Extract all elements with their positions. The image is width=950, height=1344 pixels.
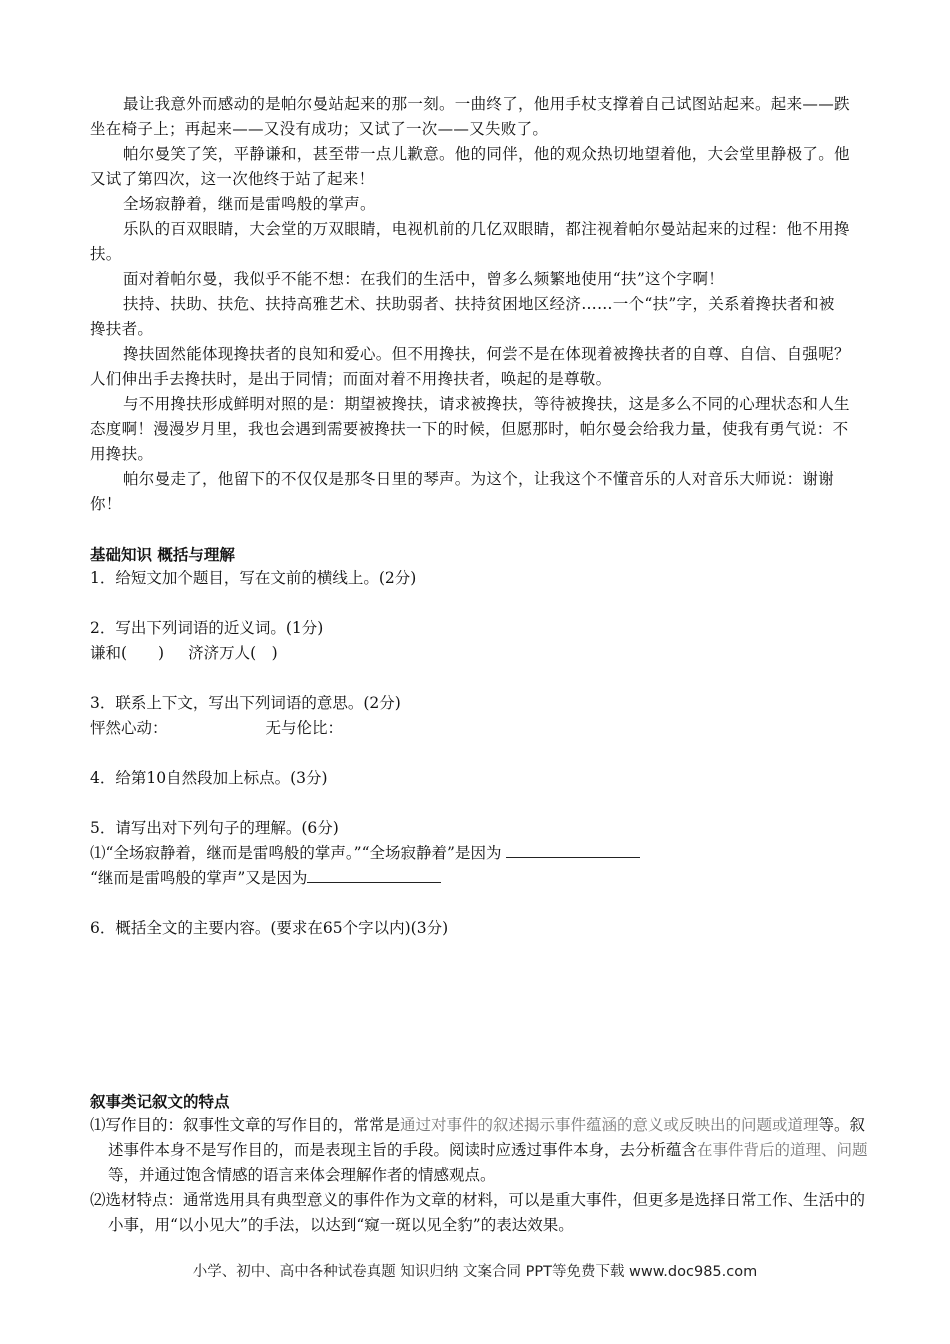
question-5-line-2 xyxy=(90,866,870,891)
q2-item-2: 济济万人( ) xyxy=(188,644,278,662)
passage-paragraph-2: 帕尔曼笑了笑，平静谦和，甚至带一点儿歉意。他的同伴，他的观众热切地望着他，大会堂里静极了。他又试了第四次，这一次他终于站了起来！ xyxy=(90,145,850,188)
q5-sentence-1: ⑴“全场寂静着，继而是雷鸣般的掌声。”“全场寂静着”是因为 xyxy=(90,844,502,862)
section-title-narrative: 叙事类记叙文的特点 xyxy=(90,1092,230,1111)
passage-paragraph-7: 搀扶固然能体现搀扶者的良知和爱心。但不用搀扶，何尝不是在体现着被搀扶者的自尊、自信、自强呢？人们伸出手去搀扶时，是出于同情；而面对着不用搀扶者，唤起的是尊敬。 xyxy=(90,345,850,388)
passage-paragraph-3: 全场寂静着，继而是雷鸣般的掌声。 xyxy=(123,195,376,213)
answer-blank-1[interactable] xyxy=(506,841,640,858)
question-3: 3．联系上下文，写出下列词语的意思。(2分) xyxy=(90,694,401,712)
passage-paragraph-4: 乐队的百双眼睛，大会堂的万双眼睛，电视机前的几亿双眼睛，都注视着帕尔曼站起来的过程：他不用搀扶。 xyxy=(90,220,850,263)
question-2-items xyxy=(90,641,870,666)
q3-item-1: 怦然心动： xyxy=(90,719,168,737)
q5-sentence-2: “继而是雷鸣般的掌声”又是因为 xyxy=(90,869,308,887)
page-footer: 小学、初中、高中各种试卷真题 知识归纳 文案合同 PPT等免费下载 www.doc985.com xyxy=(192,1264,758,1280)
narrative-point-1 xyxy=(90,1113,878,1188)
q2-item-1: 谦和( ) xyxy=(90,644,165,662)
section-title-basics: 基础知识 概括与理解 xyxy=(90,545,235,564)
question-1: 1．给短文加个题目，写在文前的横线上。(2分) xyxy=(90,569,417,587)
question-4: 4．给第10自然段加上标点。(3分) xyxy=(90,769,328,787)
question-2: 2．写出下列词语的近义词。(1分) xyxy=(90,619,324,637)
question-6: 6．概括全文的主要内容。(要求在65个字以内)(3分) xyxy=(90,919,449,937)
passage-paragraph-5: 面对着帕尔曼，我似乎不能不想：在我们的生活中，曾多么频繁地使用“扶”这个字啊！ xyxy=(123,270,725,288)
question-5-line-1 xyxy=(90,841,870,866)
question-3-items xyxy=(90,716,870,741)
answer-blank-2[interactable] xyxy=(307,866,441,883)
point-1-text-a: ⑴写作目的：叙事性文章的写作目的，常常是 xyxy=(90,1116,401,1134)
passage-paragraph-9: 帕尔曼走了，他留下的不仅仅是那冬日里的琴声。为这个，让我这个不懂音乐的人对音乐大师说：谢谢你！ xyxy=(90,470,835,513)
question-5: 5．请写出对下列句子的理解。(6分) xyxy=(90,819,339,837)
passage-paragraph-6: 扶持、扶助、扶危、扶持高雅艺术、扶助弱者、扶持贫困地区经济……一个“扶”字，关系着搀扶者和被搀扶者。 xyxy=(90,295,835,338)
passage-paragraph-8: 与不用搀扶形成鲜明对照的是：期望被搀扶，请求被搀扶，等待被搀扶，这是多么不同的心理状态和人生态度啊！漫漫岁月里，我也会遇到需要被搀扶一下的时候，但愿那时，帕尔曼会给我力量，使我有勇气说：不用搀扶。 xyxy=(90,395,850,463)
passage-paragraph-1: 最让我意外而感动的是帕尔曼站起来的那一刻。一曲终了，他用手杖支撑着自己试图站起来。起来——跌坐在椅子上；再起来——又没有成功；又试了一次——又失败了。 xyxy=(90,95,850,138)
q3-item-2: 无与伦比： xyxy=(265,719,344,737)
narrative-point-2: ⑵选材特点：通常选用具有典型意义的事件作为文章的材料，可以是重大事件，但更多是选择日常工作、生活中的小事，用“以小见大”的手法，以达到“窥一斑以见全豹”的表达效果。 xyxy=(90,1191,866,1234)
point-1-text-e: 等，并通过饱含情感的语言来体会理解作者的情感观点。 xyxy=(108,1166,496,1184)
point-1-text-d: 在事件背后的道理、问题 xyxy=(697,1141,868,1159)
point-1-text-c: 等。叙述事件本身不是写作目的，而是表现主旨的手段。阅读时应透过事件本身，去分析蕴含 xyxy=(108,1116,866,1159)
point-1-text-b: 通过对事件的叙述揭示事件蕴涵的意义或反映出的问题或道理 xyxy=(400,1116,819,1134)
